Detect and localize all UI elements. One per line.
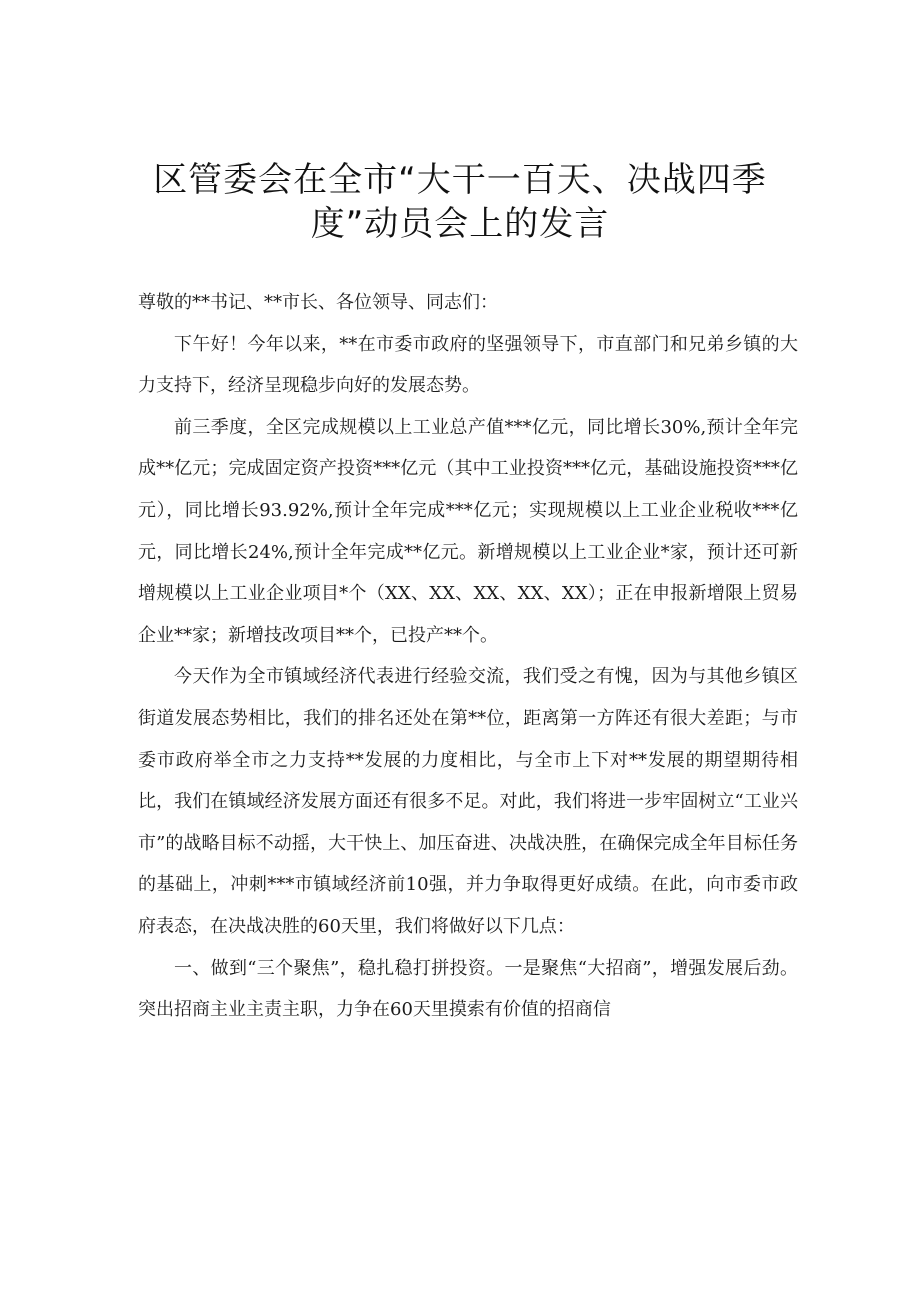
salutation: 尊敬的**书记、**市长、各位领导、同志们： — [138, 292, 498, 313]
paragraph-statistics: 前三季度，全区完成规模以上工业总产值***亿元，同比增长30%,预计全年完成**亿元；完成固定资产投资***亿元（其中工业投资***亿元，基础设施投资***亿元），同比增长93.92%,预计全年完成***亿元；实现规模以上工业企业税收***亿元，同比增长24%,预计全年完成**亿元。新增规模以上工业企业*家，预计还可新增规模以上工业企业项目*个（XX、XX、XX、XX、XX）；正在申报新增限上贸易企业**家；新增技改项目**个，已投产**个。 — [138, 416, 798, 646]
paragraph-greeting: 下午好！今年以来，**在市委市政府的坚强领导下，市直部门和兄弟乡镇的大力支持下，经济呈现稳步向好的发展态势。 — [138, 333, 798, 397]
paragraph-point-one: 一、做到“三个聚焦”，稳扎稳打拼投资。一是聚焦“大招商”，增强发展后劲。突出招商主业主责主职，力争在60天里摸索有价值的招商信 — [138, 957, 798, 1021]
document-title-line-2: 度”动员会上的发言 — [310, 204, 610, 244]
document-title-line-1: 区管委会在全市“大干一百天、决战四季 — [153, 160, 767, 200]
document-body — [138, 282, 798, 1031]
paragraph-experience: 今天作为全市镇域经济代表进行经验交流，我们受之有愧，因为与其他乡镇区街道发展态势相比，我们的排名还处在第**位，距离第一方阵还有很大差距；与市委市政府举全市之力支持**发展的力度相比，与全市上下对**发展的期望期待相比，我们在镇域经济发展方面还有很多不足。对此，我们将进一步牢固树立“工业兴市”的战略目标不动摇，大干快上、加压奋进、决战决胜，在确保完成全年目标任务的基础上，冲刺***市镇域经济前10强，并力争取得更好成绩。在此，向市委市政府表态，在决战决胜的60天里，我们将做好以下几点： — [138, 666, 798, 937]
